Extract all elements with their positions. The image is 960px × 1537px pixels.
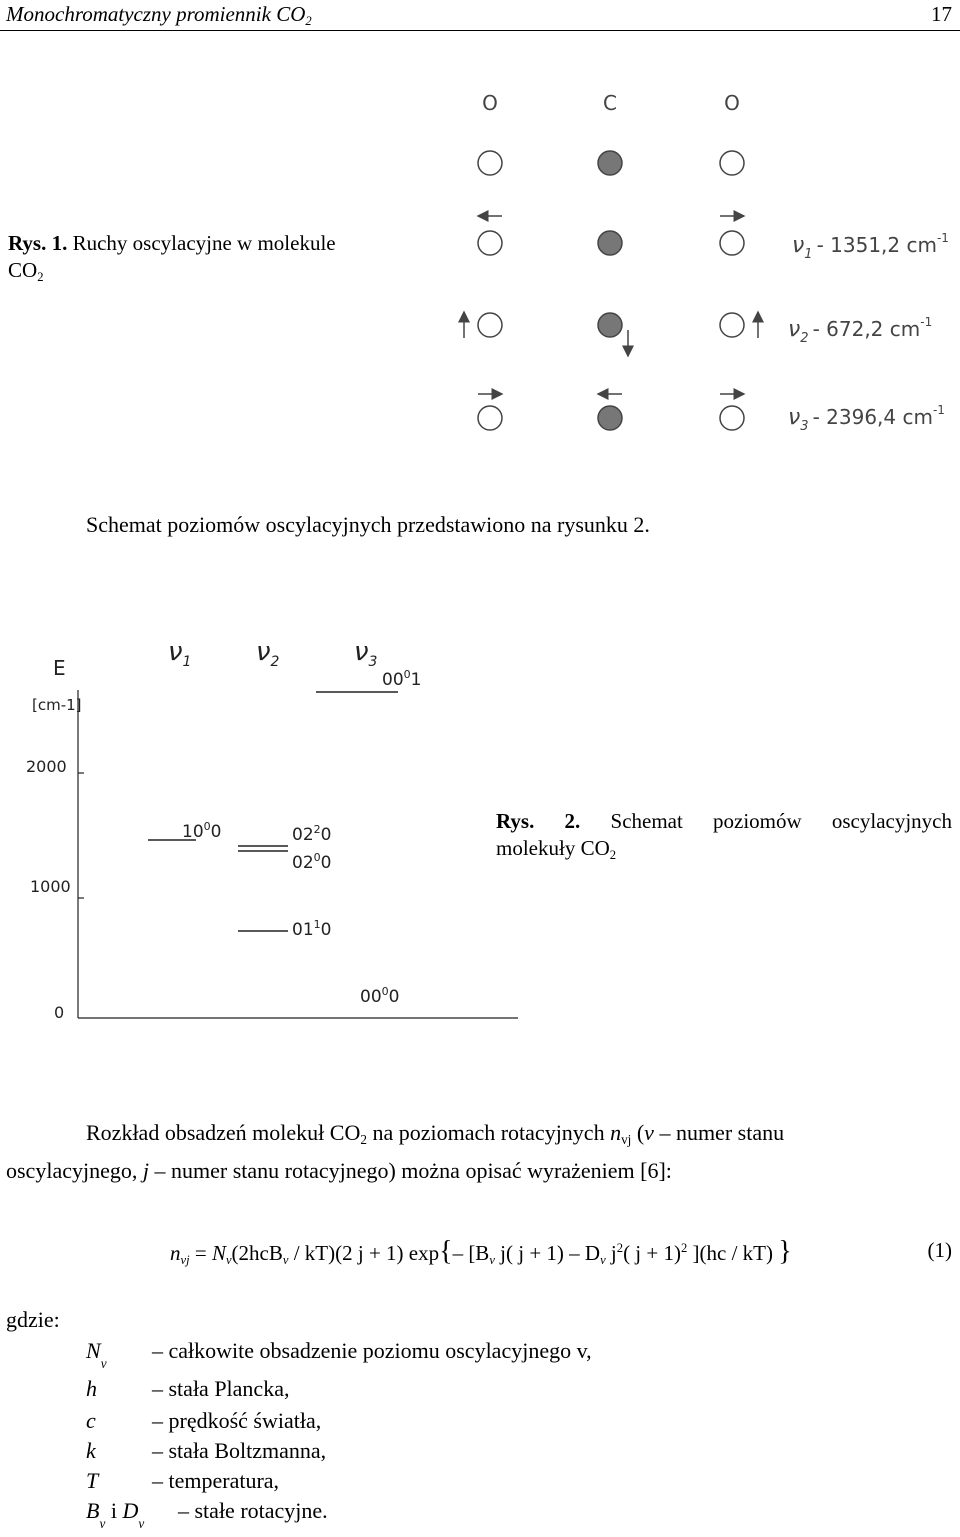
atom-label-o-left: O <box>482 91 498 115</box>
level-label-0200: $02^00$ <box>292 851 332 873</box>
mode-v1-row <box>478 216 949 262</box>
atom-c <box>598 406 622 430</box>
level-label-0220: $02^20$ <box>292 823 332 845</box>
tick-2000: 2000 <box>26 757 67 776</box>
atom-o-right <box>720 231 744 255</box>
page-number: 17 <box>931 2 952 26</box>
atom-c <box>598 151 622 175</box>
figure2-energy-levels <box>20 630 530 1030</box>
figure2-caption: Rys. 2. Schemat poziomów oscylacyjnych <box>496 809 953 833</box>
atom-o-right <box>720 406 744 430</box>
column-v2: $\nu_2$ <box>256 637 280 670</box>
atom-o-right <box>720 151 744 175</box>
level-label-0000: $00^00$ <box>360 985 400 1007</box>
figure1-caption: Rys. 1. Ruchy oscylacyjne w molekule $CO_2$ <box>8 231 336 284</box>
tick-0: 0 <box>54 1003 65 1022</box>
definition-B-D: $B_v$ i $D_v$ – stałe rotacyjne. <box>86 1498 328 1531</box>
figure1-molecule-diagram <box>440 80 960 460</box>
atom-o-left <box>478 231 502 255</box>
atom-o-left <box>478 313 502 337</box>
mode-v3-label: $\nu_3 - 2396,4$ $cm^{-1}$ <box>788 403 945 434</box>
level-label-1000: $10^00$ <box>182 820 222 842</box>
paragraph-line2: oscylacyjnego, j – numer stanu rotacyjnego) można opisać wyrażeniem [6]: <box>6 1158 672 1183</box>
header-rule <box>0 30 960 31</box>
column-v3: $\nu_3$ <box>354 637 378 670</box>
atom-c <box>598 313 622 337</box>
definitions-intro: gdzie: <box>6 1307 60 1332</box>
atom-c <box>598 231 622 255</box>
tick-1000: 1000 <box>30 877 71 896</box>
atom-label-c: C <box>603 91 617 115</box>
mode-v3-row <box>478 394 945 434</box>
mode-v1-label: $\nu_1 - 1351,2$ $cm^{-1}$ <box>792 231 949 262</box>
definition-c: c – prędkość światła, <box>86 1408 322 1433</box>
level-label-0110: $01^10$ <box>292 918 332 940</box>
equation-number: (1) <box>927 1238 952 1262</box>
definition-h: h – stała Plancka, <box>86 1376 290 1401</box>
intro-sentence: Schemat poziomów oscylacyjnych przedstawiono na rysunku 2. <box>86 512 650 537</box>
atom-o-right <box>720 313 744 337</box>
axis-label: E <box>53 656 66 680</box>
atom-o-left <box>478 151 502 175</box>
figure2-caption-line2: molekuły $CO_2$ <box>496 836 617 862</box>
definition-Nv: $N_v$ – całkowite obsadzenie poziomu oscylacyjnego v, <box>86 1338 592 1371</box>
definition-k: k – stała Boltzmanna, <box>86 1438 327 1463</box>
equation-1: $n_{vj} = N_v(2hcB_v / kT)(2$ j + 1) exp{– [$B_v$ j( $j + 1) - D_v$ $j^2$( j + 1)$^2$ ](hc / kT) } <box>170 1236 792 1267</box>
column-v1: $\nu_1$ <box>168 637 192 670</box>
atom-label-o-right: O <box>724 91 740 115</box>
running-title: Monochromatyczny promiennik $CO_2$ <box>6 2 312 28</box>
axis-unit: [cm-1] <box>32 696 82 714</box>
atom-o-left <box>478 406 502 430</box>
mode-v2-row <box>464 312 932 356</box>
paragraph-line1: Rozkład obsadzeń molekuł $CO_2$ na poziomach rotacyjnych $n_{vj}$ (v – numer stanu <box>86 1120 785 1147</box>
definition-T: T – temperatura, <box>86 1468 280 1493</box>
mode-v2-label: $\nu_2 - 672,2$ $cm^{-1}$ <box>788 315 933 346</box>
level-label-0001: $00^01$ <box>382 668 422 690</box>
molecule-equilibrium <box>478 151 744 175</box>
